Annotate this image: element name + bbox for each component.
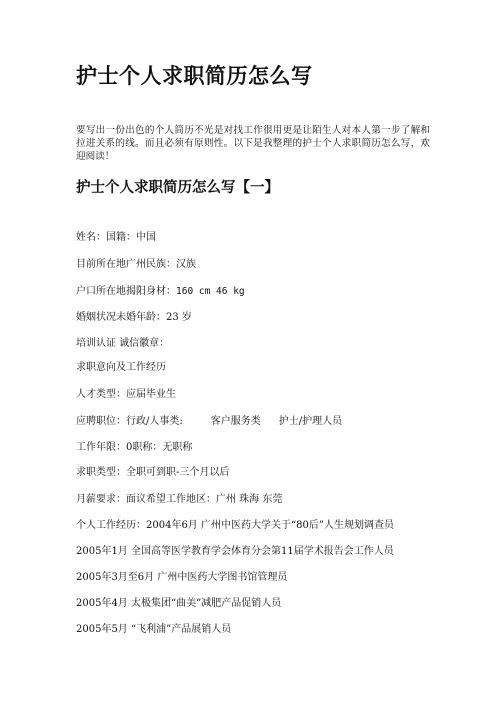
field-experience-2: 2005年1月 全国高等医学教育学会体育分会第11届学术报告会工作人员 <box>76 546 394 557</box>
field-experience-5: 2005年5月 “飞利浦”产品展销人员 <box>76 624 232 635</box>
field-job-type: 求职类型：全职可到职-三个月以后 <box>76 467 230 478</box>
document-title: 护士个人求职简历怎么写 <box>76 63 313 88</box>
hukou-height-label: 户口所在地揭阳身材： <box>76 286 176 297</box>
field-marital-age: 婚姻状况未婚年龄：23 岁 <box>76 312 192 323</box>
field-intent-experience: 求职意向及工作经历 <box>76 362 166 373</box>
section-heading: 护士个人求职简历怎么写【一】 <box>76 179 279 196</box>
field-talent-type: 人才类型：应届毕业生 <box>76 389 176 400</box>
field-name-nationality: 姓名：国籍：中国 <box>76 232 156 243</box>
field-salary-location: 月薪要求：面议希望工作地区：广州 珠海 东莞 <box>76 494 283 505</box>
position-nurse: 护士/护理人员 <box>278 416 343 427</box>
field-hukou-height-weight <box>76 286 245 298</box>
field-experience-3: 2005年3月至6月 广州中医药大学图书馆管理员 <box>76 572 288 583</box>
field-work-years: 工作年限：0职称：无职称 <box>76 442 193 453</box>
field-location-ethnicity: 目前所在地广州民族：汉族 <box>76 259 196 270</box>
height-weight-value: 160 cm 46 kg <box>176 286 245 297</box>
position-label: 应聘职位：行政/人事类: <box>76 416 183 427</box>
position-customer-service: 客户服务类 <box>210 416 261 427</box>
field-position <box>76 416 342 428</box>
field-experience-1: 个人工作经历：2004年6月 广州中医药大学关于“80后”人生规划调查员 <box>76 520 394 531</box>
intro-paragraph: 要写出一份出色的个人简历不光是对找工作很用更是让陌生人对本人第一步了解和拉进关系的线。而且必须有原则性。以下是我整理的护士个人求职简历怎么写，欢迎阅读！ <box>76 125 430 163</box>
field-training-cert: 培训认证 诚信徽章： <box>76 338 170 349</box>
field-experience-4: 2005年4月 太极集团“曲美”减肥产品促销人员 <box>76 598 282 609</box>
